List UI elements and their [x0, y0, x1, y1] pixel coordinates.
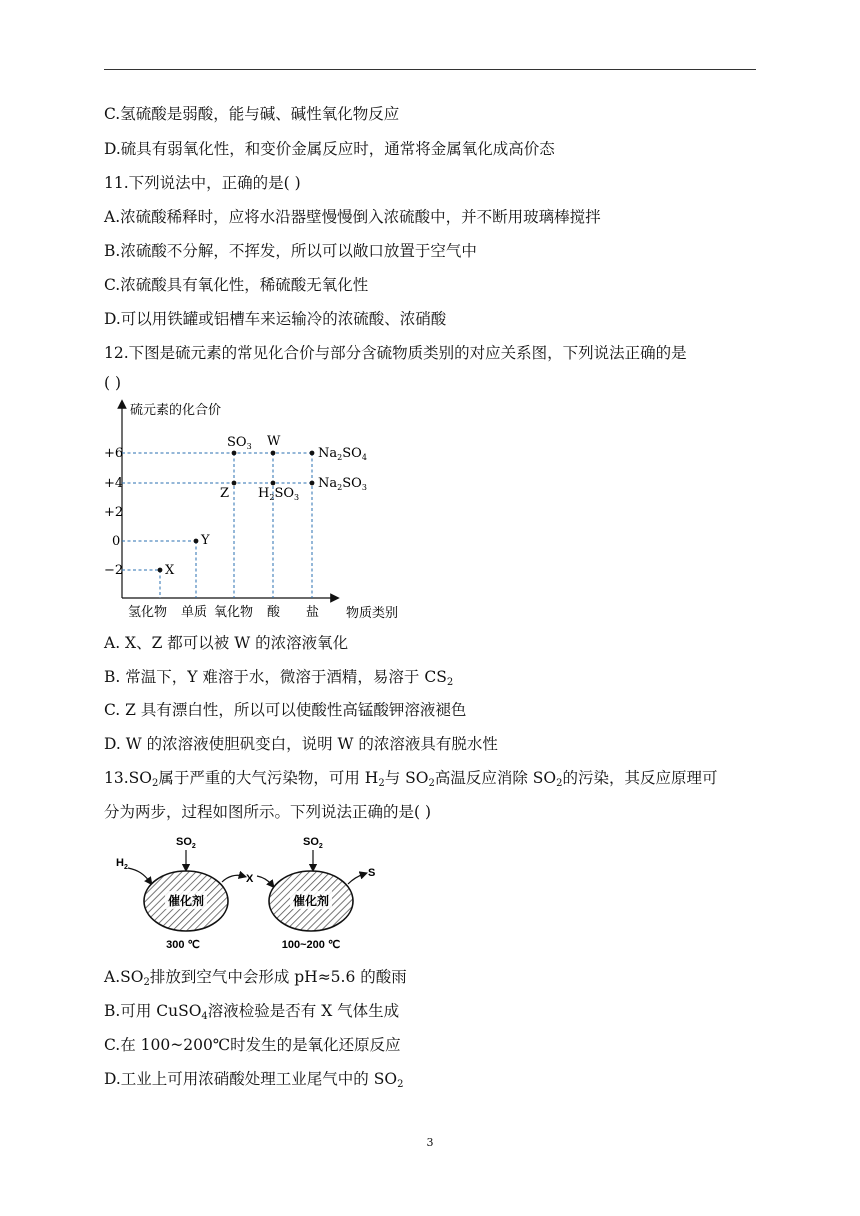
temp-label-1: 300 ℃ — [166, 939, 200, 951]
ytick-minus2: −2 — [104, 563, 124, 578]
guide-lines — [122, 453, 312, 598]
label-h2so3: $H_2SO_3$ — [258, 486, 300, 502]
q13-option-c: C.在 100~200℃时发生的是氧化还原反应 — [104, 1036, 401, 1054]
q12-option-a: A. X、Z 都可以被 W 的浓溶液氧化 — [104, 634, 349, 652]
x-arrow-in — [257, 876, 272, 885]
q12-option-b: B. 常温下，Y 难溶于水，微溶于酒精，易溶于 $CS_2$ — [104, 668, 454, 688]
q11-option-b: B.浓硫酸不分解，不挥发，所以可以敞口放置于空气中 — [104, 242, 477, 260]
q10-option-c: C.氢硫酸是弱酸，能与碱、碱性氧化物反应 — [104, 105, 400, 123]
point-w — [271, 451, 276, 456]
cat-acid: 酸 — [267, 605, 281, 620]
y-ticks — [104, 446, 123, 578]
q12-option-d: D. W 的浓溶液使胆矾变白，说明 W 的浓溶液具有脱水性 — [104, 735, 498, 753]
catalyst-label-2: 催化剂 — [292, 894, 330, 908]
s-label: S — [368, 867, 376, 879]
valence-chart — [100, 398, 430, 628]
page-number: 3 — [426, 1136, 434, 1149]
q11-option-d: D.可以用铁罐或铝槽车来运输冷的浓硫酸、浓硝酸 — [104, 310, 447, 328]
q13-stem-line1: $13.SO_2$属于严重的大气污染物，可用 $H_2$与 $SO_2$高温反应消除 $SO_2$的污染，其反应原理可 — [104, 769, 718, 789]
point-so3 — [232, 451, 237, 456]
ytick-0: 0 — [112, 534, 121, 549]
q10-option-d: D.硫具有弱氧化性，和变价金属反应时，通常将金属氧化成高价态 — [104, 140, 555, 158]
q11-stem: 11.下列说法中，正确的是( ) — [104, 174, 301, 192]
q13-option-b: B.可用 CuSO$_4$溶液检验是否有 X 气体生成 — [104, 1002, 400, 1022]
y-axis-label: 硫元素的化合价 — [130, 403, 222, 418]
point-y — [194, 539, 199, 544]
cat-oxide: 氧化物 — [214, 605, 254, 620]
ytick-plus4: +4 — [104, 476, 124, 491]
q13-stem-line2: 分为两步，过程如图所示。下列说法正确的是( ) — [104, 803, 432, 821]
points — [158, 451, 315, 573]
label-w: W — [267, 434, 281, 449]
point-z — [232, 481, 237, 486]
q12-stem-line1: 12.下图是硫元素的常见化合价与部分含硫物质类别的对应关系图，下列说法正确的是 — [104, 344, 687, 362]
point-x — [158, 568, 163, 573]
label-so3: $SO_3$ — [227, 435, 252, 451]
so2-label-1: $SO_2$ — [176, 836, 196, 850]
ytick-plus6: +6 — [104, 446, 124, 461]
q12-option-c: C. Z 具有漂白性，所以可以使酸性高锰酸钾溶液褪色 — [104, 701, 467, 719]
q12-stem-line2: ( ) — [104, 374, 122, 392]
x-arrow-out — [222, 875, 243, 882]
label-x: X — [165, 563, 175, 578]
label-na2so3: $Na_2SO_3$ — [318, 476, 367, 492]
cat-element: 单质 — [181, 605, 208, 620]
point-na2so4 — [310, 451, 315, 456]
cat-hydride: 氢化物 — [128, 605, 168, 620]
point-na2so3 — [310, 481, 315, 486]
h2-label: $H_2$ — [116, 857, 128, 871]
x-label: X — [246, 873, 254, 885]
point-h2so3 — [271, 481, 276, 486]
category-labels — [128, 604, 319, 620]
label-na2so4: $Na_2SO_4$ — [318, 446, 367, 462]
label-z: Z — [220, 486, 230, 501]
q11-option-c: C.浓硫酸具有氧化性，稀硫酸无氧化性 — [104, 276, 369, 294]
q11-option-a: A.浓硫酸稀释时，应将水沿器壁慢慢倒入浓硫酸中，并不断用玻璃棒搅拌 — [104, 208, 601, 226]
q13-option-d: D.工业上可用浓硝酸处理工业尾气中的 $SO_2$ — [104, 1070, 404, 1090]
point-labels — [165, 434, 367, 578]
temp-label-2: 100~200 ℃ — [281, 939, 341, 951]
reaction-diagram — [110, 830, 400, 955]
cat-salt: 盐 — [306, 605, 320, 620]
header-rule — [104, 69, 756, 70]
ytick-plus2: +2 — [104, 505, 124, 520]
s-arrow — [348, 874, 364, 884]
so2-label-2: $SO_2$ — [303, 836, 323, 850]
h2-arrow — [128, 868, 150, 882]
x-axis-label: 物质类别 — [346, 606, 399, 621]
label-y: Y — [201, 533, 210, 548]
catalyst-label-1: 催化剂 — [167, 894, 205, 908]
q13-option-a: $A.SO_2$排放到空气中会形成 pH≈5.6 的酸雨 — [104, 968, 407, 988]
